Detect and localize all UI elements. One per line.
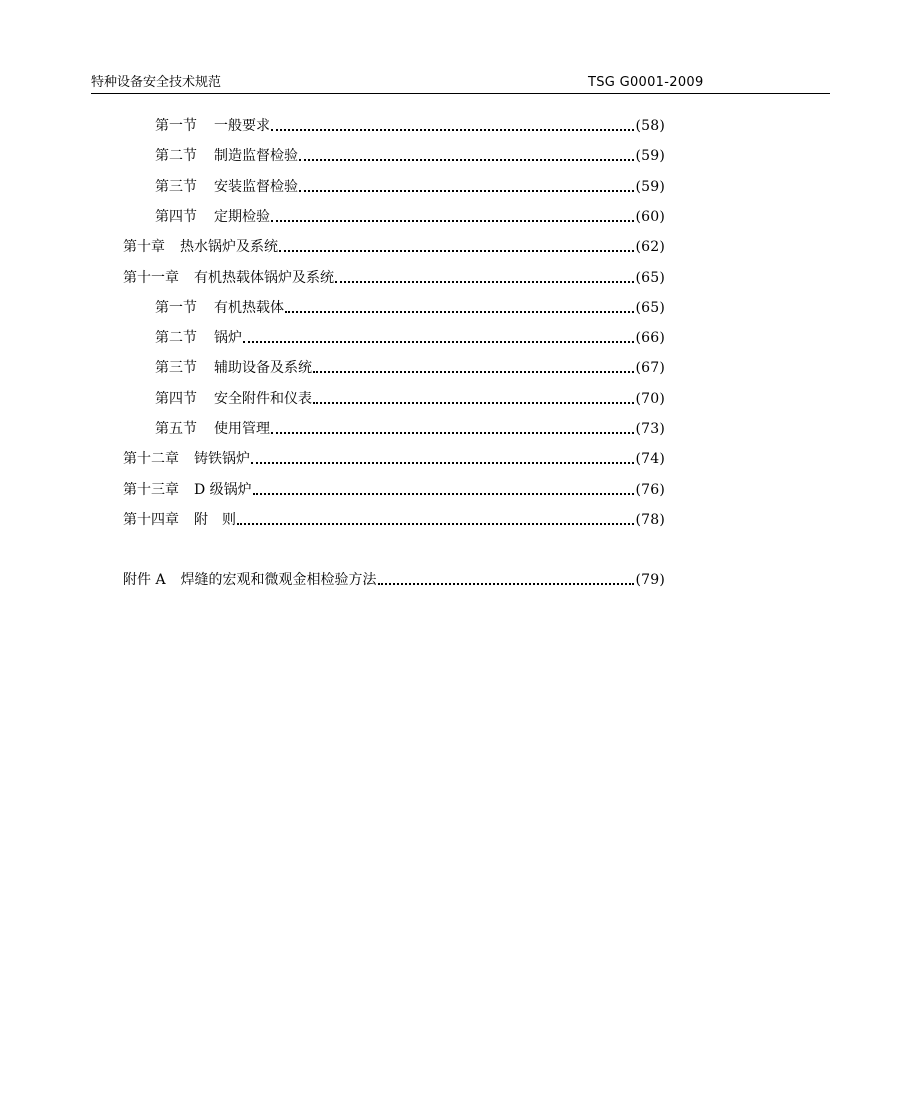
toc-entry-title: 使用管理 [214,421,270,437]
toc-entry-title: 有机热载体 [214,299,284,316]
toc-entry-number: 第二节 [155,148,197,165]
toc-dot-leader [279,250,634,252]
toc-chapter-entry[interactable] [123,266,665,290]
toc-entry-number: 第十一章 [123,269,179,286]
toc-section-entry[interactable] [155,175,665,199]
toc-dot-leader [271,129,634,131]
header-title: 特种设备安全技术规范 [91,75,222,90]
toc-chapter-entry[interactable] [123,235,665,259]
toc-entry-title: 附 则 [194,511,236,528]
toc-entry-title: 有机热载体锅炉及系统 [194,269,334,286]
toc-entry-number: 第十二章 [123,451,179,468]
toc-section-entry[interactable] [155,296,665,320]
toc-chapter-entry[interactable] [123,478,665,502]
toc-entry-page: (70) [635,390,665,407]
toc-section-entry[interactable] [155,205,665,229]
toc-section-entry[interactable] [155,417,665,441]
toc-dot-leader [271,432,634,434]
toc-dot-leader [243,341,634,343]
toc-entry-title: 辅助设备及系统 [214,360,312,377]
toc-section-entry[interactable] [155,356,665,380]
toc-entry-title: 安全附件和仪表 [214,390,312,407]
toc-dot-leader [237,523,634,525]
toc-entry-number: 第十章 [123,239,165,256]
toc-entry-page: (58) [635,118,665,134]
toc-entry-number: 第三节 [155,360,197,377]
toc-dot-leader [299,190,634,192]
toc-chapter-entry[interactable] [123,508,665,532]
toc-dot-leader [378,583,635,585]
toc-dot-leader [271,220,634,222]
header-code: TSG G0001-2009 [588,75,704,90]
toc-appendix-entry[interactable] [123,568,665,592]
toc-entry-page: (73) [635,421,665,437]
toc-entry-title: 定期检验 [214,208,270,225]
toc-entry-page: (79) [635,572,665,589]
toc-entry-number: 第五节 [155,421,197,437]
toc-entry-title: D 级锅炉 [194,481,252,498]
toc-entry-title: 锅炉 [214,330,242,347]
toc-dot-leader [335,281,634,283]
toc-entry-number: 第一节 [155,118,197,134]
toc-section-entry[interactable] [155,387,665,411]
toc-entry-page: (60) [635,208,665,225]
toc-section-entry[interactable] [155,144,665,168]
toc-entry-page: (62) [635,239,665,256]
toc-section-entry[interactable] [155,114,665,138]
toc-entry-title: 铸铁锅炉 [194,451,250,468]
toc-entry-page: (74) [635,451,665,468]
toc-entry-page: (65) [635,269,665,286]
toc-entry-title: 一般要求 [214,118,270,134]
toc-entry-page: (67) [635,360,665,377]
page-header [91,74,830,94]
toc-entry-number: 第四节 [155,390,197,407]
toc-dot-leader [251,462,634,464]
toc-section-entry[interactable] [155,326,665,350]
toc-entry-title: 制造监督检验 [214,148,298,165]
toc-entry-title: 热水锅炉及系统 [180,239,278,256]
toc-entry-page: (66) [635,330,665,347]
toc-entry-title: 焊缝的宏观和微观金相检验方法 [180,572,377,589]
toc-entry-number: 第四节 [155,208,197,225]
toc-entry-number: 第十三章 [123,481,179,498]
toc-dot-leader [253,493,635,495]
toc-entry-number: 第十四章 [123,511,179,528]
toc-dot-leader [313,402,634,404]
toc-entry-page: (78) [635,511,665,528]
header-divider [91,93,830,94]
toc-dot-leader [299,159,634,161]
toc-chapter-entry[interactable] [123,447,665,471]
toc-dot-leader [313,371,634,373]
toc-entry-title: 安装监督检验 [214,178,298,195]
toc-entry-number: 第一节 [155,299,197,316]
toc-entry-page: (65) [635,299,665,316]
toc-entry-number: 第二节 [155,330,197,347]
toc-entry-page: (59) [635,148,665,165]
toc-entry-number: 附件 A [123,572,166,589]
toc-entry-number: 第三节 [155,178,197,195]
toc-entry-page: (76) [635,481,665,498]
toc-dot-leader [285,311,634,313]
toc-entry-page: (59) [635,178,665,195]
